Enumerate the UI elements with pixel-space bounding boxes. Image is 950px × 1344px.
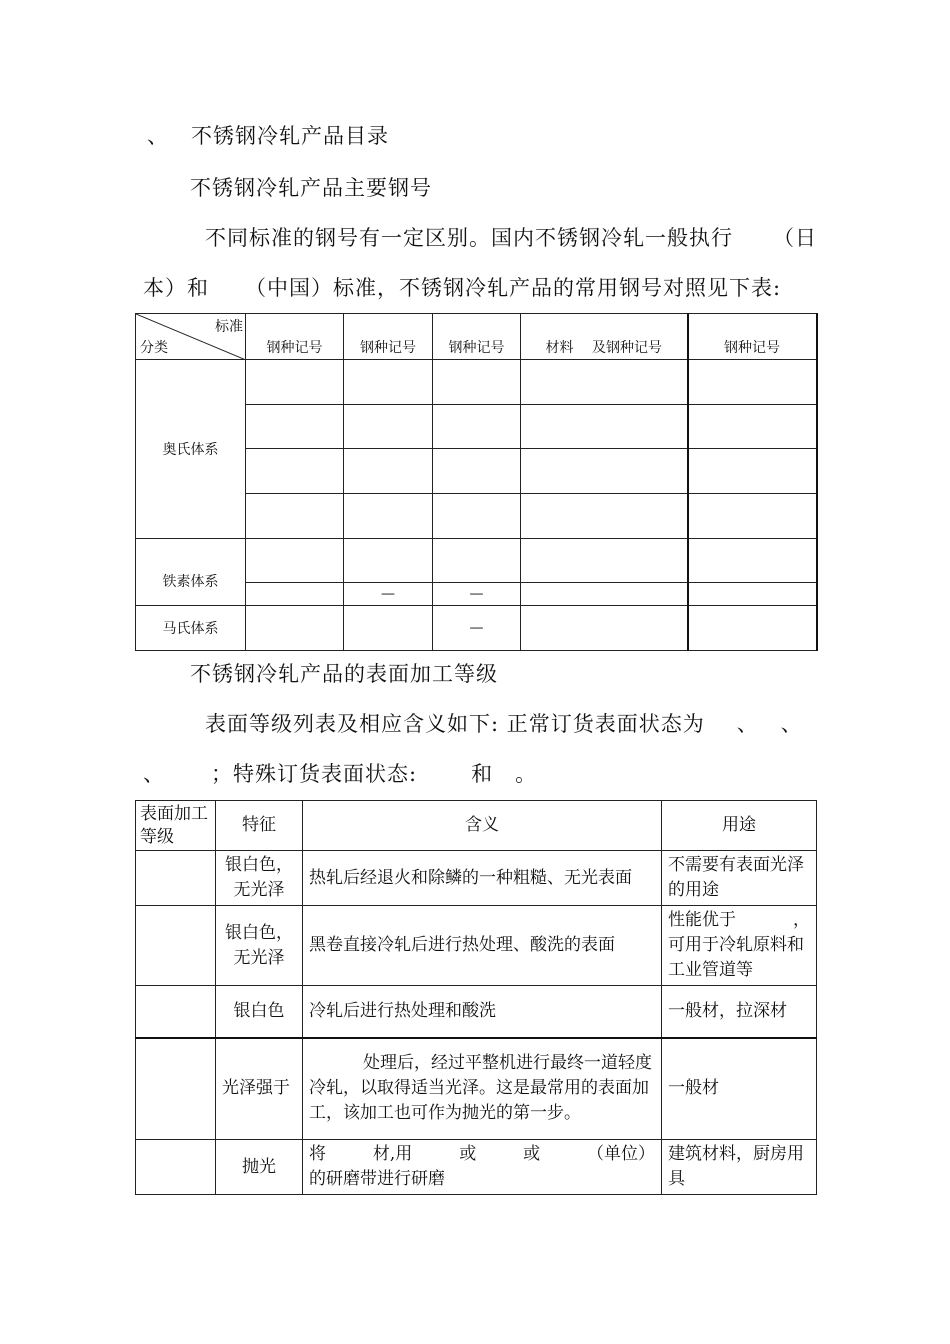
steel-grade-table [135, 313, 818, 651]
table-row [136, 1140, 817, 1195]
grade-cell [136, 986, 216, 1038]
table-row [136, 539, 817, 583]
meaning-cell: 黑卷直接冷轧后进行热处理、酸洗的表面 [303, 906, 662, 986]
meaning-cell: 处理后，经过平整机进行最终一道轻度冷轧，以取得适当光泽。这是最常用的表面加工，该加工也可作为抛光的第一步。 [303, 1038, 662, 1140]
surface-grade-table [135, 800, 817, 1195]
surface-intro-text: 表面等级列表及相应含义如下: 正常订货表面状态为 [205, 712, 705, 736]
special-order-text: ；特殊订货表面状态: [211, 762, 418, 786]
diag-label-standard: 标准 [215, 319, 243, 335]
intro-line-2b: （中国）标准，不锈钢冷轧产品的常用钢号对照见下表: [245, 276, 782, 300]
grade-cell [136, 1038, 216, 1140]
meaning-word: 或 [523, 1144, 541, 1164]
meaning-word: 将 [309, 1144, 326, 1164]
table-cell [344, 405, 433, 449]
table-row [136, 986, 817, 1038]
feature-cell: 光泽强于 [216, 1038, 303, 1140]
table-cell [344, 360, 433, 405]
table-row [136, 606, 817, 651]
col-header-feature: 特征 [216, 801, 303, 851]
feature-cell: 银白色，无光泽 [216, 906, 303, 986]
grade-cell [136, 906, 216, 986]
table-header-row [136, 801, 817, 851]
table-row [136, 851, 817, 906]
usage-text: 性能优于 [668, 910, 736, 930]
grade-cell [136, 851, 216, 906]
usage-cell: 不需要有表面光泽的用途 [662, 851, 817, 906]
meaning-word: （单位） [586, 1144, 655, 1164]
table-cell [344, 449, 433, 494]
dash-cell: — [433, 606, 521, 651]
group-martensitic: 马氏体系 [136, 606, 246, 651]
table-cell [246, 494, 344, 539]
table-cell [688, 405, 817, 449]
col-header-meaning: 含义 [303, 801, 662, 851]
feature-cell: 抛光 [216, 1140, 303, 1195]
table-cell [521, 360, 688, 405]
heading-bullet: 、 [147, 124, 169, 148]
surface-sep: 、 [736, 712, 759, 736]
table-row [136, 1038, 817, 1140]
table-cell [433, 360, 521, 405]
col-header: 钢种记号 [344, 314, 433, 360]
period-text: 。 [515, 762, 538, 786]
table-cell [521, 494, 688, 539]
col-header-usage: 用途 [662, 801, 817, 851]
intro-line-1a: 不同标准的钢号有一定区别。国内不锈钢冷轧一般执行 [205, 226, 733, 250]
usage-cell: 一般材，拉深材 [662, 986, 817, 1038]
heading-catalog-text: 不锈钢冷轧产品目录 [191, 124, 389, 148]
table-cell [246, 449, 344, 494]
surface-intro-line-1 [205, 708, 803, 738]
dash-cell: — [433, 583, 521, 606]
table-header-row [136, 314, 817, 360]
meaning-word: 材,用 [372, 1144, 413, 1164]
table-cell [688, 494, 817, 539]
table-cell [688, 360, 817, 405]
table-row [136, 360, 817, 405]
intro-line-1b: （日 [773, 226, 817, 250]
col-header: 钢种记号 [688, 314, 817, 360]
table-cell [521, 583, 688, 606]
meaning-cell [303, 1140, 662, 1195]
table-cell [433, 449, 521, 494]
feature-cell: 银白色，无光泽 [216, 851, 303, 906]
table-cell [344, 606, 433, 651]
table-cell [246, 606, 344, 651]
intro-line-2a: 本）和 [143, 276, 209, 300]
table-cell [246, 405, 344, 449]
and-text: 和 [471, 762, 494, 786]
table-cell [688, 583, 817, 606]
usage-line [668, 908, 810, 933]
table-cell [344, 539, 433, 583]
grade-cell [136, 1140, 216, 1195]
usage-text: 可用于冷轧原料和工业管道等 [668, 935, 804, 980]
table-cell [521, 449, 688, 494]
diag-label-category: 分类 [140, 340, 168, 356]
heading-main-steel-grades: 不锈钢冷轧产品主要钢号 [190, 176, 432, 200]
group-ferritic: 铁素体系 [136, 539, 246, 606]
table-cell [521, 539, 688, 583]
table-cell [688, 606, 817, 651]
diagonal-header-cell [136, 314, 246, 360]
table-cell [433, 539, 521, 583]
usage-cell: 一般材 [662, 1038, 817, 1140]
col-header: 钢种记号 [433, 314, 521, 360]
table-cell [521, 405, 688, 449]
table-row [136, 906, 817, 986]
feature-cell: 银白色 [216, 986, 303, 1038]
table-cell [246, 360, 344, 405]
intro-line-1 [205, 222, 817, 252]
meaning-cell: 冷轧后进行热处理和酸洗 [303, 986, 662, 1038]
usage-cell: 建筑材料，厨房用具 [662, 1140, 817, 1195]
intro-line-2 [143, 272, 781, 302]
table-cell [433, 494, 521, 539]
heading-catalog [147, 120, 389, 150]
table-cell [433, 405, 521, 449]
heading-surface-finish: 不锈钢冷轧产品的表面加工等级 [190, 662, 498, 686]
col-header: 材料 及钢种记号 [521, 314, 688, 360]
col-header: 钢种记号 [246, 314, 344, 360]
col-header-grade: 表面加工等级 [136, 801, 216, 851]
meaning-text: 的研磨带进行研磨 [309, 1169, 445, 1189]
usage-comma: ， [793, 910, 810, 930]
table-cell [246, 583, 344, 606]
table-cell [688, 539, 817, 583]
meaning-word: 或 [459, 1144, 477, 1164]
table-cell [688, 449, 817, 494]
table-cell [521, 606, 688, 651]
meaning-cell: 热轧后经退火和除鳞的一种粗糙、无光表面 [303, 851, 662, 906]
surface-intro-line-2 [143, 758, 537, 788]
usage-cell [662, 906, 817, 986]
group-austenitic: 奥氏体系 [136, 360, 246, 539]
meaning-line [309, 1142, 655, 1167]
surface-sep: 、 [143, 762, 165, 786]
dash-cell: — [344, 583, 433, 606]
table-cell [246, 539, 344, 583]
table-cell [344, 494, 433, 539]
surface-sep: 、 [780, 712, 803, 736]
